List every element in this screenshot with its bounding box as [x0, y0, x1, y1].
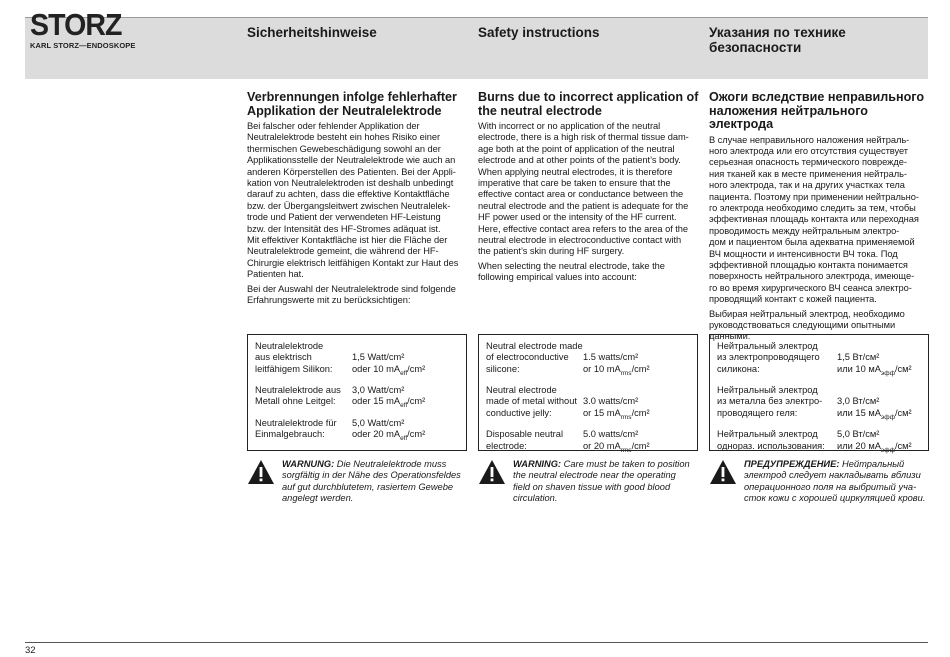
label-line: Нейтральный электрод: [717, 429, 818, 440]
warning-label: ПРЕДУПРЕЖДЕНИЕ:: [744, 459, 840, 469]
footer-divider: [25, 642, 928, 643]
row-label: [486, 341, 583, 379]
table-row: [486, 385, 691, 423]
current-value: [837, 441, 912, 456]
text-line: sorgfältig in der Nähe des Operationsfeldes: [282, 470, 461, 481]
current-subscript: rms: [620, 369, 632, 377]
current-text: или 10 мА: [837, 363, 881, 374]
warning-triangle-icon: [478, 459, 506, 485]
warning-text: [744, 459, 934, 505]
row-label: [486, 429, 583, 456]
text-line: Applikationsstelle der Neutralelektrode wie auch an: [247, 155, 456, 166]
text-line: операционного поля на выбритый уча-: [744, 481, 917, 492]
header-russian-line: Указания по технике: [709, 25, 846, 40]
text-line: With incorrect or no application of the neutral: [478, 121, 661, 131]
text-line: пациента. Поэтому при применении нейтрально-: [709, 191, 919, 202]
section-title: [247, 91, 469, 118]
section-title: [478, 91, 700, 118]
current-text: or 20 mA: [583, 440, 621, 451]
power-value: 1,5 Watt/cm²: [352, 352, 405, 363]
label-line: Нейтральный электрод: [717, 341, 818, 351]
label-line: electrode:: [486, 440, 527, 451]
text-line: ного электрода, так и на других участках тела: [709, 180, 905, 191]
text-line: When applying neutral electrodes, it is therefore: [478, 166, 673, 177]
text-line: imperative that care be taken to ensure that the: [478, 178, 671, 189]
table-row: [255, 418, 460, 445]
text-line: серьезная опасность термического поврежде-: [709, 157, 907, 168]
power-value: 5,0 Watt/cm²: [352, 417, 405, 428]
row-label: [717, 341, 837, 379]
current-value: [837, 408, 912, 423]
column-russian: [709, 91, 931, 346]
text-line: electrode, there is a high risk of thermal tissue dam-: [478, 132, 689, 143]
title-line: the neutral electrode: [478, 103, 602, 118]
label-line: однораз. использования:: [717, 440, 825, 451]
power-value: 3,0 Вт/см²: [837, 396, 880, 407]
power-value: 5,0 Вт/см²: [837, 429, 880, 440]
label-line: Metall ohne Leitgel:: [255, 396, 336, 407]
header-russian-line: безопасности: [709, 40, 802, 55]
current-text: or 10 mA: [583, 363, 621, 374]
row-values: [352, 418, 425, 445]
text-line: effective contact area or conductance between the: [478, 189, 684, 200]
row-label: [255, 418, 352, 445]
text-line: Выбирая нейтральный электрод, необходимо: [709, 308, 905, 319]
current-text: oder 15 mA: [352, 396, 401, 407]
text-line: руководствоваться следующими опытными: [709, 320, 896, 330]
label-line: silicone:: [486, 363, 520, 374]
text-line: данными:: [709, 331, 751, 342]
current-value: [583, 441, 650, 456]
current-text: or 15 mA: [583, 407, 621, 418]
title-line: Verbrennungen infolge fehlerhafter: [247, 90, 457, 104]
text-line: anderen Körperstellen des Patienten. Bei der Appli-: [247, 166, 456, 177]
label-line: Нейтральный электрод: [717, 385, 818, 396]
values-table-russian: [709, 334, 929, 454]
row-label: [717, 385, 837, 423]
text-line: Bei falscher oder fehlender Applikation der: [247, 121, 420, 131]
row-label: [717, 429, 837, 456]
current-unit: /cm²: [631, 407, 650, 418]
current-unit: /cm²: [631, 363, 650, 374]
text-line: дом и пациентом была адекватна применяемой: [709, 237, 915, 248]
warning-label: WARNUNG:: [282, 459, 335, 469]
paragraph: [247, 284, 469, 307]
table-row: [717, 385, 922, 423]
text-line: поверхность нейтрального электрода, имеющe-: [709, 271, 915, 282]
warning-triangle-icon: [247, 459, 275, 485]
row-values: [837, 341, 912, 379]
text-line: neutral electrode in electroconductive contact with: [478, 235, 682, 246]
logo-wordmark: STORZ: [30, 7, 122, 42]
values-table-english: [478, 334, 698, 454]
row-label: [255, 385, 352, 412]
label-line: Disposable neutral: [486, 429, 564, 440]
current-value: [837, 364, 912, 379]
row-values: [583, 385, 650, 423]
paragraph: [709, 135, 931, 306]
current-subscript: rms: [620, 413, 632, 421]
text-line: Neutralelektrode besteht ein hohes Risiko einer: [247, 132, 440, 143]
table-row: [255, 385, 460, 412]
header-german: Sicherheitshinweise: [247, 25, 377, 40]
text-line: Chirurgie elektrisch leitfähigen Kontakt zur Haut des: [247, 257, 459, 268]
text-line: angelegt werden.: [282, 493, 354, 504]
label-line: leitfähigem Silikon:: [255, 363, 333, 374]
current-value: [352, 429, 425, 444]
current-unit: /см²: [894, 407, 912, 418]
text-line: trode und Patient der verwendeten HF-Leistung: [247, 212, 441, 223]
text-line: HF power used or the intensity of the HF current.: [478, 212, 677, 223]
table-row: [717, 341, 922, 379]
text-line: field on shaven tissue with good blood: [513, 481, 671, 492]
text-line: эффективной площадью контакта понимается: [709, 259, 908, 270]
values-table-german: [247, 334, 467, 451]
text-line: neutral electrode and the patient is adequate for the: [478, 200, 689, 211]
current-subscript: eff: [400, 369, 408, 377]
current-subscript: rms: [620, 446, 632, 454]
label-line: Einmalgebrauch:: [255, 429, 325, 440]
current-unit: /см²: [894, 363, 912, 374]
paragraph: [247, 121, 469, 281]
row-values: [837, 429, 912, 456]
warning-triangle-icon: [709, 459, 737, 485]
text-line: Die Neutralelektrode muss: [336, 459, 447, 469]
text-line: Care must be taken to position: [563, 459, 690, 469]
table-row: [717, 429, 922, 456]
text-line: го во время хирургического ВЧ сеанса электро-: [709, 282, 912, 293]
row-values: [352, 341, 425, 379]
text-line: ния тканей как в месте применения нейтраль-: [709, 168, 907, 179]
warning-russian: [709, 459, 931, 507]
text-line: auf gut durchblutetem, rasiertem Gewebe: [282, 481, 454, 492]
current-text: или 20 мА: [837, 440, 881, 451]
table-row: [486, 341, 691, 379]
section-title: [709, 91, 931, 132]
warning-text: [282, 459, 472, 505]
text-line: ВЧ мощности и интенсивности ВЧ тока. Под: [709, 248, 898, 259]
warning-english: [478, 459, 700, 507]
paragraph: [478, 261, 700, 284]
current-subscript: эфф: [880, 413, 895, 421]
current-subscript: эфф: [880, 369, 895, 377]
text-line: bzw. der Intensität des HF-Stromes adäquat ist.: [247, 223, 441, 234]
label-line: из электропроводящего: [717, 352, 820, 363]
current-value: [352, 364, 425, 379]
row-label: [255, 341, 352, 379]
row-label: [486, 385, 583, 423]
text-line: Here, effective contact area refers to the area of the: [478, 223, 689, 234]
label-line: Neutralelektrode für: [255, 417, 337, 428]
title-line: Applikation der Neutralelektrode: [247, 103, 442, 118]
label-line: of electroconductive: [486, 352, 569, 363]
power-value: 3.0 watts/cm²: [583, 396, 639, 407]
text-line: Нейтральный: [842, 459, 905, 469]
label-line: conductive jelly:: [486, 407, 552, 418]
text-line: эффективная площадь контакта или переходная: [709, 214, 919, 225]
power-value: 1.5 watts/cm²: [583, 352, 639, 363]
warning-label: WARNING:: [513, 459, 562, 469]
current-unit: /cm²: [407, 363, 426, 374]
text-line: ного электрода или его отсутствия существует: [709, 145, 908, 156]
current-subscript: eff: [400, 435, 408, 442]
text-line: электрод следует накладывать вблизи: [744, 470, 921, 481]
text-line: kation von Neutralelektroden ist deshalb unbedingt: [247, 178, 454, 189]
text-line: the neutral electrode near the operating: [513, 470, 676, 481]
text-line: го электрода необходимо следить за тем, чтобы: [709, 202, 916, 213]
label-line: силикона:: [717, 363, 760, 374]
row-values: [352, 385, 425, 412]
text-line: When selecting the neutral electrode, take the: [478, 260, 665, 271]
current-subscript: eff: [400, 402, 408, 410]
row-values: [583, 341, 650, 379]
current-text: или 15 мА: [837, 407, 881, 418]
paragraph: [478, 121, 700, 258]
text-line: bzw. der Übergangsleitwert zwischen Neutralelek-: [247, 200, 451, 211]
current-value: [583, 364, 650, 379]
text-line: circulation.: [513, 493, 558, 504]
text-line: сток кожи с хорошей циркуляцией крови.: [744, 493, 926, 504]
text-line: Erfahrungswerte mit zu berücksichtigen:: [247, 295, 411, 306]
column-english: [478, 91, 700, 287]
logo-subtitle: KARL STORZ—ENDOSKOPE: [30, 41, 136, 50]
row-values: [837, 385, 912, 423]
text-line: the patient’s skin during HF surgery.: [478, 246, 625, 257]
power-value: 1,5 Вт/см²: [837, 352, 880, 363]
label-line: Neutralelektrode: [255, 341, 324, 351]
text-line: thermischen Gewebeschädigung sowohl an der: [247, 143, 441, 154]
label-line: made of metal without: [486, 396, 577, 407]
current-value: [583, 408, 650, 423]
table-row: [255, 341, 460, 379]
power-value: 3,0 Watt/cm²: [352, 385, 405, 396]
label-line: aus elektrisch: [255, 352, 312, 363]
title-line: наложения нейтрального электрода: [709, 103, 868, 131]
current-text: oder 20 mA: [352, 429, 401, 440]
text-line: electrode and at other points of the patient’s body.: [478, 155, 681, 166]
power-value: 5.0 watts/cm²: [583, 429, 639, 440]
current-unit: /cm²: [407, 396, 426, 407]
text-line: following empirical values into account:: [478, 272, 637, 283]
current-unit: /cm²: [407, 429, 426, 440]
table-row: [486, 429, 691, 456]
header-russian: [709, 25, 846, 55]
current-value: [352, 396, 425, 411]
text-line: В случае неправильного наложения нейтраль-: [709, 134, 910, 145]
current-text: oder 10 mA: [352, 363, 401, 374]
warning-text: [513, 459, 703, 505]
label-line: Neutral electrode made: [486, 341, 583, 351]
text-line: age both at the point of application of the neutral: [478, 143, 675, 154]
label-line: из металла без электро-: [717, 396, 823, 407]
label-line: Neutralelektrode aus: [255, 385, 341, 396]
page-number: 32: [25, 645, 36, 656]
header-english: Safety instructions: [478, 25, 600, 40]
warning-german: [247, 459, 469, 507]
column-german: [247, 91, 469, 310]
label-line: Neutral electrode: [486, 385, 557, 396]
current-subscript: эфф: [880, 446, 895, 454]
current-unit: /см²: [894, 440, 912, 451]
text-line: Neutralelektrode gemeint, die während der HF-: [247, 246, 439, 257]
text-line: проводимость между нейтральным электро-: [709, 225, 900, 236]
text-line: darauf zu achten, dass die effektive Kontaktfläche: [247, 189, 450, 200]
storz-logo: [30, 7, 160, 50]
text-line: Bei der Auswahl der Neutralelektrode sind folgende: [247, 283, 456, 294]
text-line: проводящий контакт с кожей пациента.: [709, 294, 877, 305]
title-line: Ожоги вследствие неправильного: [709, 90, 925, 104]
current-unit: /cm²: [631, 440, 650, 451]
text-line: Patienten hat.: [247, 269, 304, 280]
label-line: проводящего геля:: [717, 407, 798, 418]
title-line: Burns due to incorrect application of: [478, 90, 699, 104]
row-values: [583, 429, 650, 456]
text-line: Mit effektiver Kontaktfläche ist hier die Fläche der: [247, 235, 448, 246]
